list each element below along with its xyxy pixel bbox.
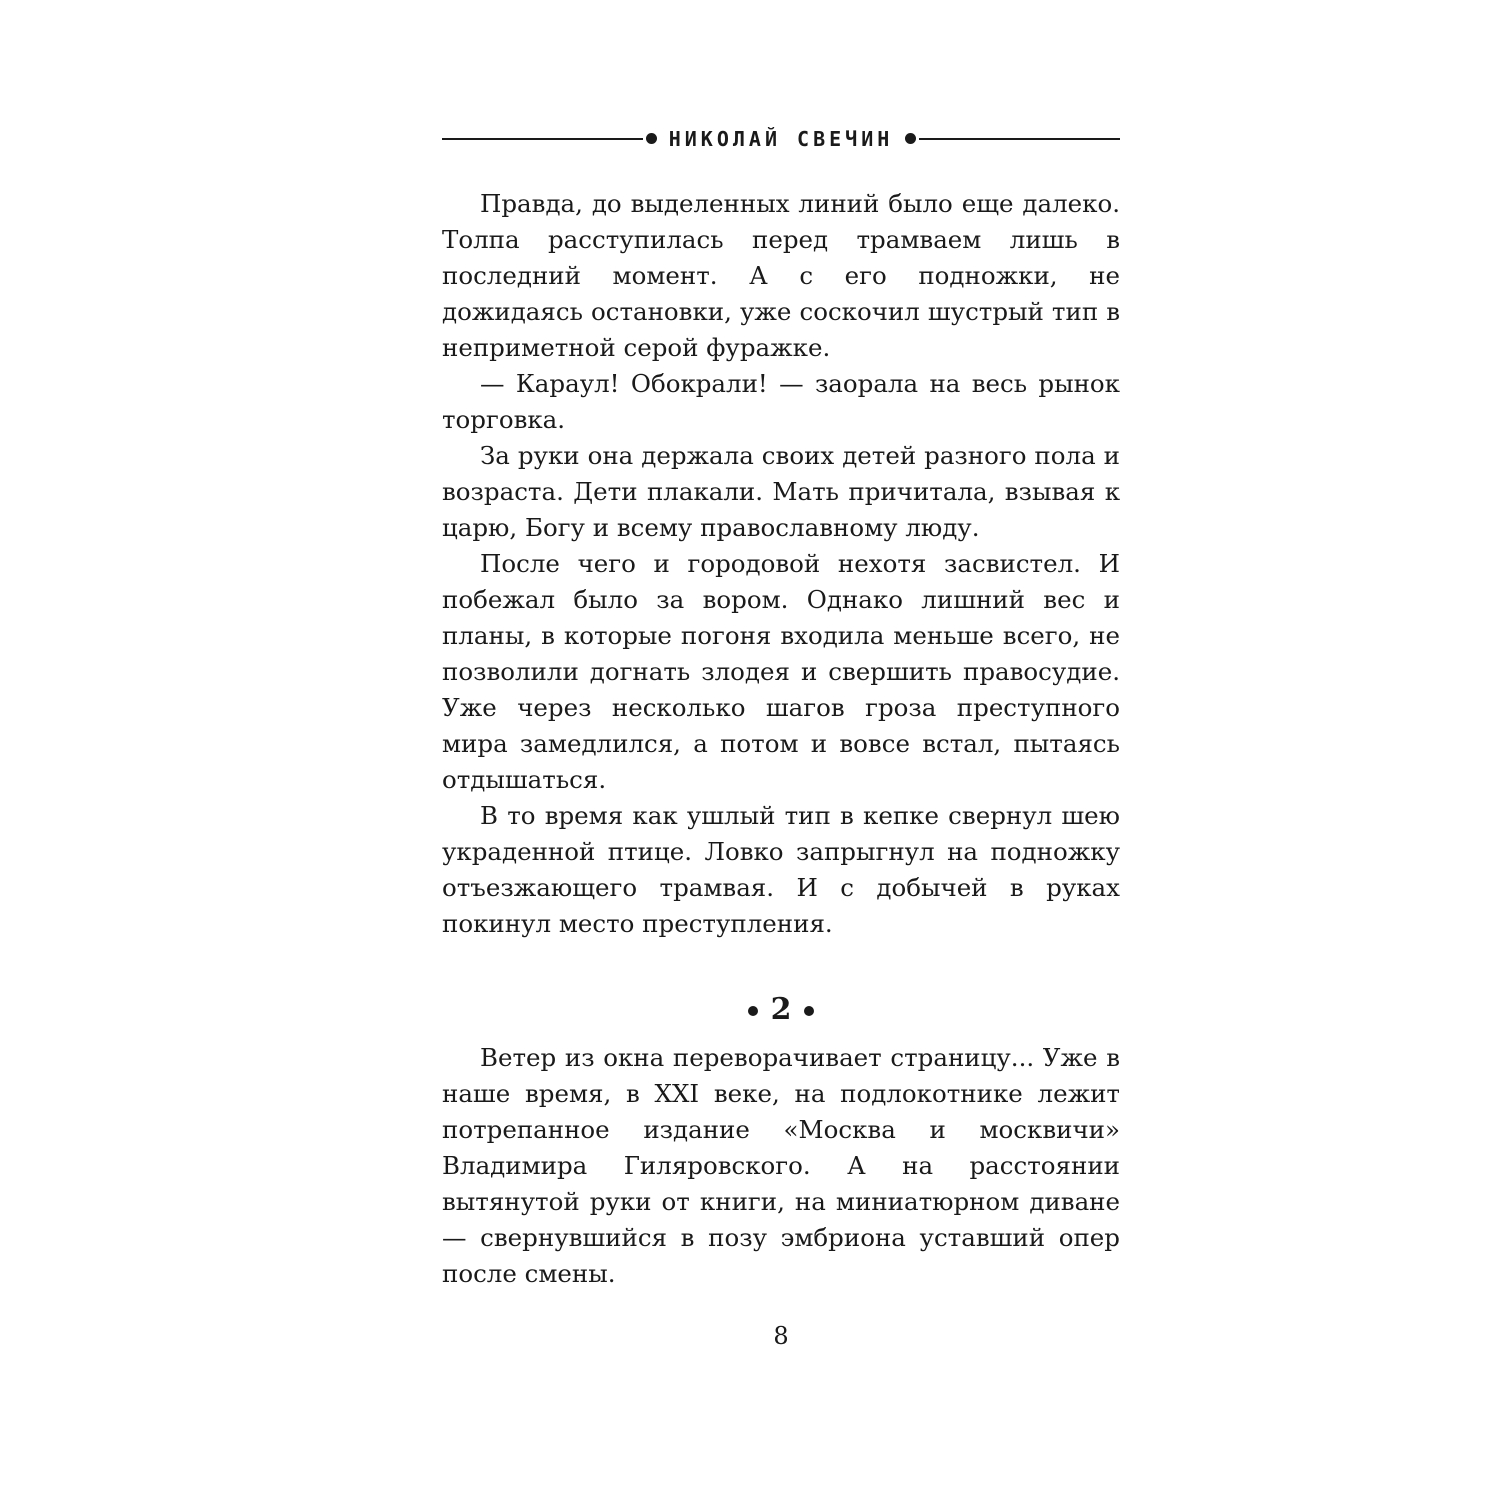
paragraph: — Караул! Обокрали! — заорала на весь рынок торговка. bbox=[442, 369, 1120, 434]
page-number: 8 bbox=[773, 1322, 789, 1350]
paragraph: Ветер из окна переворачивает страницу... Уже в наше время, в XXI веке, на подлокотнике лежит потрепанное издание «Москва и москвичи» Владимира Гиляровского. А на расстоянии вытянутой руки от книги, на миниатюрном диване — свернувшийся в позу эмбриона уставший опер после смены. bbox=[442, 1043, 1120, 1288]
header-author: НИКОЛАЙ СВЕЧИН bbox=[668, 127, 894, 151]
paragraph: В то время как ушлый тип в кепке свернул шею украденной птице. Ловко запрыгнул на подножку отъезжающего трамвая. И с добычей в руках покинул место преступления. bbox=[442, 801, 1120, 938]
paragraph: Правда, до выделенных линий было еще далеко. Толпа расступилась перед трамваем лишь в последний момент. А с его подножки, не дожидаясь остановки, уже соскочил шустрый тип в неприметной серой фуражке. bbox=[442, 189, 1120, 362]
paragraph: За руки она держала своих детей разного пола и возраста. Дети плакали. Мать причитала, взывая к царю, Богу и всему православному люду. bbox=[442, 441, 1120, 542]
header-bullet-right bbox=[905, 133, 916, 144]
chapter-heading bbox=[442, 990, 1120, 1030]
section-2-text bbox=[442, 1040, 1120, 1292]
section-1-text bbox=[442, 186, 1120, 942]
header-rule-left bbox=[442, 138, 643, 140]
header-bullet-left bbox=[646, 133, 657, 144]
paragraph: После чего и городовой нехотя засвистел. И побежал было за вором. Однако лишний вес и планы, в которые погоня входила меньше всего, не позволили догнать злодея и свершить правосудие. Уже через несколько шагов гроза преступного мира замедлился, а потом и вовсе встал, пытаясь отдышаться. bbox=[442, 549, 1120, 794]
header-rule-right bbox=[919, 138, 1120, 140]
chapter-bullet-right bbox=[804, 1006, 814, 1016]
chapter-number: 2 bbox=[770, 992, 792, 1027]
running-header bbox=[442, 118, 1120, 158]
